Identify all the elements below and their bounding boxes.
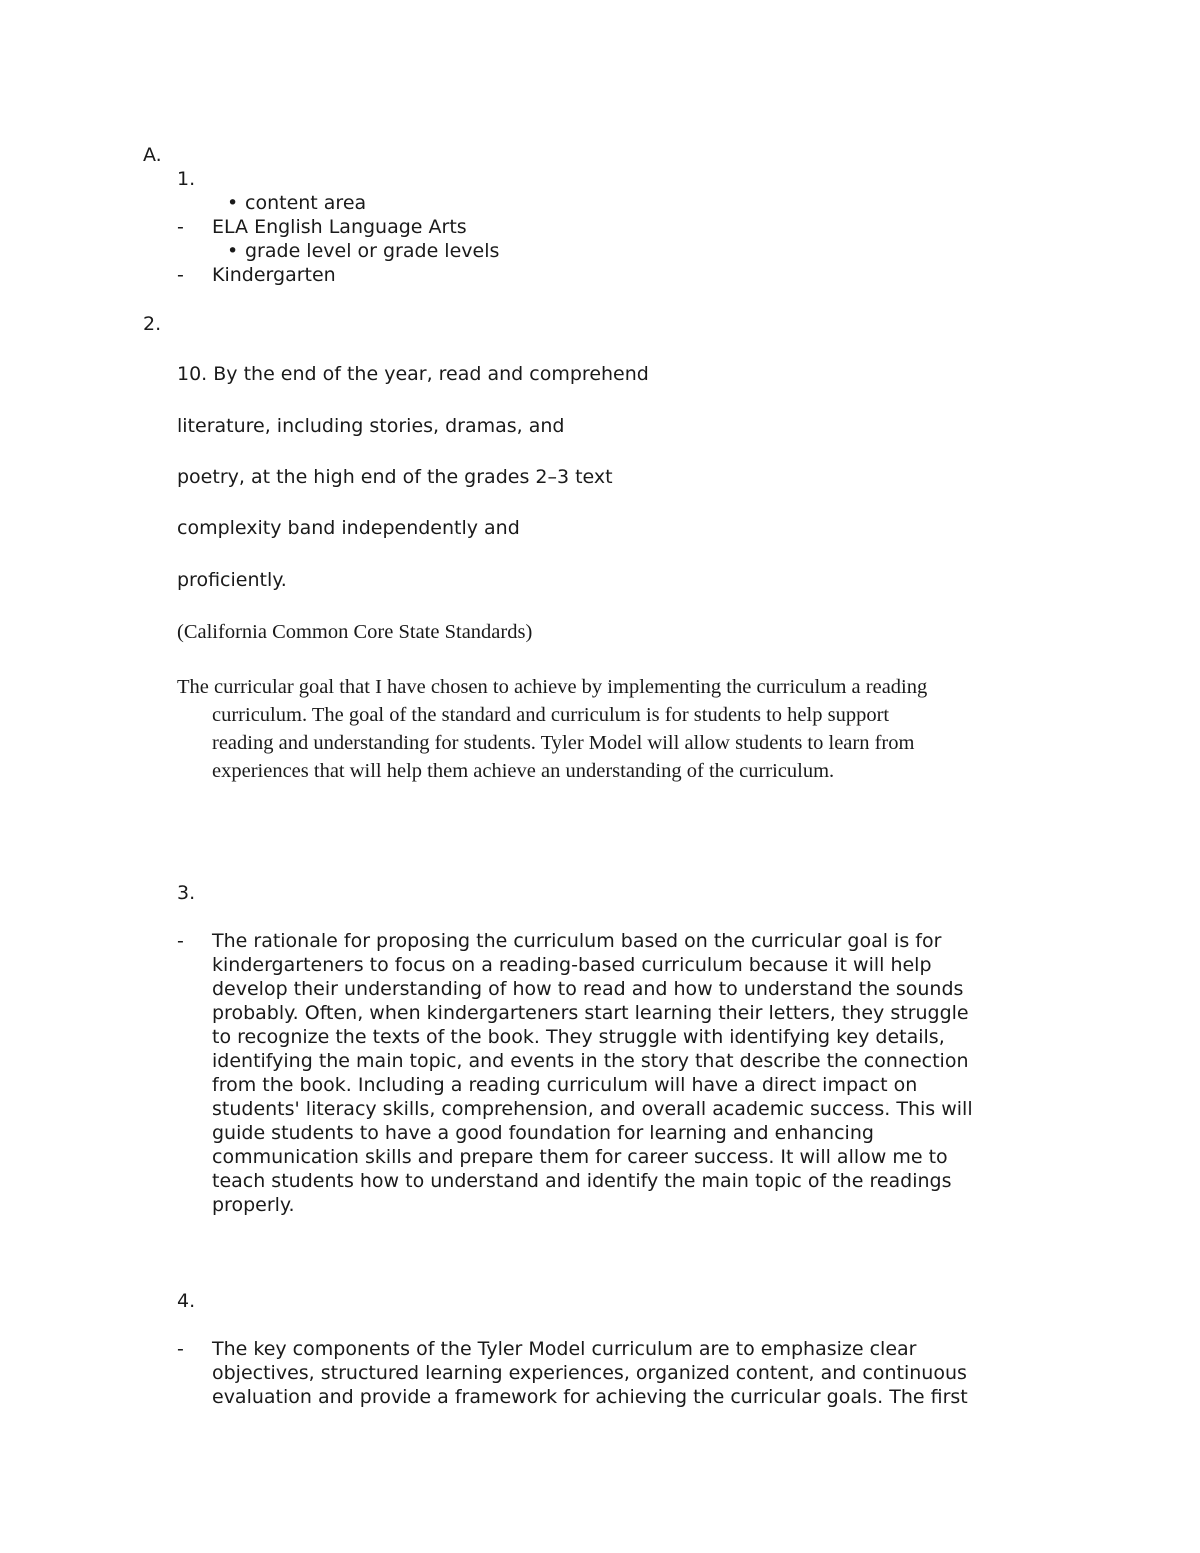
rationale-line: to recognize the texts of the book. They struggle with identifying key details,	[212, 1026, 945, 1048]
item-2-number: 2.	[143, 313, 162, 335]
components-line: The key components of the Tyler Model curriculum are to emphasize clear	[212, 1338, 917, 1360]
rationale-paragraph	[212, 929, 973, 1217]
standard-line: 10. By the end of the year, read and comprehend	[177, 363, 649, 385]
dash-icon: -	[177, 216, 184, 238]
grade-level-label: grade level or grade levels	[245, 240, 500, 262]
rationale-line: communication skills and prepare them for career success. It will allow me to	[212, 1146, 948, 1168]
goal-line: curriculum. The goal of the standard and curriculum is for students to help support	[212, 704, 890, 726]
components-line: evaluation and provide a framework for achieving the curricular goals. The first	[212, 1386, 968, 1408]
standard-line: poetry, at the high end of the grades 2–3 text	[177, 466, 613, 488]
section-a-label: A.	[143, 144, 162, 166]
rationale-line: probably. Often, when kindergarteners start learning their letters, they struggle	[212, 1002, 969, 1024]
rationale-line: teach students how to understand and identify the main topic of the readings	[212, 1170, 952, 1192]
rationale-line: guide students to have a good foundation for learning and enhancing	[212, 1122, 874, 1144]
rationale-line: The rationale for proposing the curriculum based on the curricular goal is for	[212, 930, 942, 952]
dash-icon: -	[177, 264, 184, 286]
standard-line: complexity band independently and	[177, 517, 520, 539]
rationale-line: kindergarteners to focus on a reading-based curriculum because it will help	[212, 954, 932, 976]
content-area-label: content area	[245, 192, 367, 214]
goal-line: reading and understanding for students. Tyler Model will allow students to learn from	[212, 732, 915, 754]
grade-level-value: Kindergarten	[212, 264, 336, 286]
standard-line: proficiently.	[177, 569, 287, 591]
standard-line: literature, including stories, dramas, and	[177, 415, 565, 437]
rationale-line: students' literacy skills, comprehension, and overall academic success. This will	[212, 1098, 973, 1120]
item-4-number: 4.	[177, 1290, 196, 1312]
content-area-value: ELA English Language Arts	[212, 216, 467, 238]
rationale-line: develop their understanding of how to read and how to understand the sounds	[212, 978, 964, 1000]
components-line: objectives, structured learning experiences, organized content, and continuous	[212, 1362, 967, 1384]
dash-icon: -	[177, 1338, 184, 1360]
item-3-number: 3.	[177, 882, 196, 904]
rationale-line: identifying the main topic, and events in the story that describe the connection	[212, 1050, 969, 1072]
goal-line: experiences that will help them achieve an understanding of the curriculum.	[212, 760, 835, 782]
rationale-line: properly.	[212, 1194, 295, 1216]
standard-citation: (California Common Core State Standards)	[177, 621, 533, 643]
bullet-icon: •	[227, 192, 239, 214]
dash-icon: -	[177, 930, 184, 952]
components-paragraph	[212, 1337, 968, 1409]
bullet-icon: •	[227, 240, 239, 262]
rationale-line: from the book. Including a reading curriculum will have a direct impact on	[212, 1074, 918, 1096]
goal-line: The curricular goal that I have chosen to achieve by implementing the curriculum a reading	[177, 676, 928, 698]
item-1-number: 1.	[177, 168, 196, 190]
curricular-goal-paragraph	[177, 673, 927, 785]
